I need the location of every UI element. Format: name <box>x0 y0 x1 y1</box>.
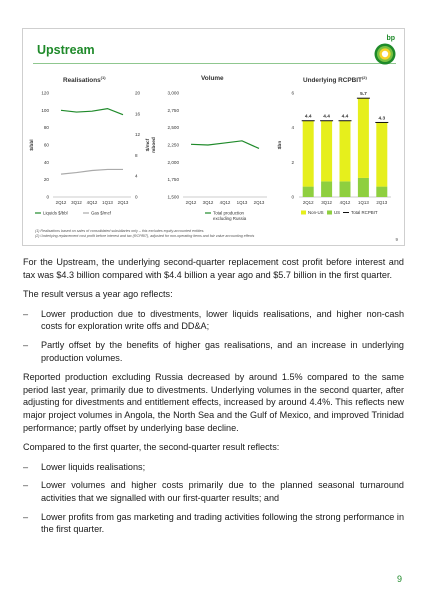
x-tick-label: 2Q12 <box>302 200 314 205</box>
bar-us <box>358 178 369 197</box>
helios-logo-icon <box>374 43 396 65</box>
y-tick-label: 20 <box>43 177 49 183</box>
legend-swatch-us <box>327 211 332 215</box>
legend-label-us: US <box>334 210 341 216</box>
paragraph-yoy-intro: The result versus a year ago reflects: <box>23 289 173 300</box>
y-tick-label: 4 <box>291 125 294 131</box>
bar-non-us <box>303 121 314 187</box>
x-tick-label: 2Q13 <box>376 200 388 205</box>
y-tick-label: 1,500 <box>167 194 179 200</box>
y2-tick-label: 16 <box>135 111 141 117</box>
slide-footnotes <box>35 229 385 239</box>
bp-logo <box>368 35 396 69</box>
volume-chart <box>149 87 273 227</box>
series-line-production <box>191 141 259 149</box>
y-tick-label: 100 <box>41 107 49 113</box>
y-tick-label: 2,000 <box>167 159 179 165</box>
y2-tick-label: 0 <box>135 194 138 200</box>
paragraph-summary: For the Upstream, the underlying second-quarter replacement cost profit before interest and tax was $4.3 billion compared with $4.4 billion a year ago and $5.7 billion in the first quarter. <box>23 257 404 280</box>
x-tick-label: 2Q12 <box>185 200 197 205</box>
legend-label-production-2: excluding Russia <box>213 216 247 221</box>
y2-tick-label: 12 <box>135 132 141 138</box>
bar-us <box>303 187 314 197</box>
y2-axis-label: $/mcf <box>146 138 151 152</box>
y-tick-label: 2 <box>291 159 294 165</box>
legend-label-total: Total RCPBIT <box>351 210 378 216</box>
list-item: – Lower liquids realisations; <box>23 461 404 474</box>
x-tick-label: 4Q12 <box>86 200 98 205</box>
data-label: 5.7 <box>360 92 367 98</box>
y-tick-label: 120 <box>41 90 49 96</box>
x-tick-label: 2Q13 <box>253 200 265 205</box>
slide-panel <box>22 28 405 246</box>
series-line-gas <box>61 169 123 174</box>
footnote-2: (2) Underlying replacement cost profit before interest and tax (RCPBIT), adjusted for non-operating items and fair value accounting effects <box>35 233 255 238</box>
bar-us <box>376 187 387 197</box>
y-tick-label: 0 <box>291 194 294 200</box>
bar-non-us <box>376 122 387 186</box>
x-tick-label: 3Q12 <box>202 200 214 205</box>
data-label: 4.4 <box>341 114 349 120</box>
y2-tick-label: 8 <box>135 152 138 158</box>
legend-swatch-non-us <box>301 211 306 215</box>
realisations-chart-title: Realisations$^{(1)}$ <box>63 75 106 85</box>
legend-label-non-us: Non-US <box>308 210 324 216</box>
slide-page-number: 9 <box>395 237 398 242</box>
bar-us <box>340 181 351 197</box>
x-tick-label: 1Q13 <box>102 200 113 205</box>
legend-label-liquids: Liquids $/bbl <box>43 210 68 216</box>
x-tick-label: 1Q13 <box>236 200 248 205</box>
y-tick-label: 2,500 <box>167 125 179 131</box>
paragraph-qoq-intro: Compared to the first quarter, the second-quarter result reflects: <box>23 442 280 453</box>
x-tick-label: 3Q12 <box>71 200 82 205</box>
y-tick-label: 2,250 <box>167 142 179 148</box>
x-tick-label: 2Q12 <box>55 200 67 205</box>
list-item: – Lower production due to divestments, lower liquids realisations, and higher non-cash costs for exploration write offs and DD&A; <box>23 308 404 333</box>
paragraph-production: Reported production excluding Russia decreased by around 1.5% compared to the same period last year, primarily due to divestments. Underlying volumes in the second quarter, after adjusting for divestments and entitlement effects, increased by around 4.4%. This reflects new major project volumes in Angola, the North Sea and the Gulf of Mexico, and improved Trinidad performance; partly offset by underlying base decline. <box>23 372 404 433</box>
y-tick-label: 60 <box>43 142 49 148</box>
rcpbit-chart <box>275 87 399 227</box>
bar-us <box>321 181 332 197</box>
y-tick-label: 1,750 <box>167 177 179 183</box>
series-line-liquids <box>61 109 123 115</box>
list-item: – Lower volumes and higher costs primarily due to the planned seasonal turnaround activities that we signalled with our first-quarter results; and <box>23 479 404 504</box>
x-tick-label: 4Q12 <box>219 200 231 205</box>
y-tick-label: 3,000 <box>167 90 179 96</box>
title-divider <box>33 63 396 64</box>
y-tick-label: 6 <box>291 90 294 96</box>
x-tick-label: 4Q12 <box>339 200 351 205</box>
y2-tick-label: 20 <box>135 90 141 96</box>
y2-tick-label: 4 <box>135 173 138 179</box>
legend-label-gas: Gas $/mcf <box>91 210 112 216</box>
yoy-list <box>23 308 404 364</box>
x-tick-label: 1Q13 <box>358 200 369 205</box>
data-label: 4.4 <box>323 114 330 120</box>
volume-chart-title: Volume <box>201 75 224 82</box>
y-tick-label: 0 <box>46 194 49 200</box>
y-axis-label: $/bbl <box>30 139 35 151</box>
y-tick-label: 40 <box>43 159 49 165</box>
y-axis-label: $bn <box>278 140 283 150</box>
legend-label-production: Total production <box>213 210 244 216</box>
qoq-list <box>23 461 404 536</box>
y-tick-label: 2,750 <box>167 107 179 113</box>
y-tick-label: 80 <box>43 125 49 131</box>
data-label: 4.4 <box>304 114 312 120</box>
x-tick-label: 3Q12 <box>321 200 332 205</box>
page-number: 9 <box>396 574 402 584</box>
rcpbit-chart-title: Underlying RCPBIT$^{(2)}$ <box>303 75 367 85</box>
list-item: – Partly offset by the benefits of higher gas realisations, and an increase in underlying production volumes. <box>23 339 404 364</box>
commentary-text <box>23 256 404 543</box>
slide-title: Upstream <box>37 43 95 57</box>
bar-non-us <box>321 121 332 182</box>
realisations-chart <box>27 87 149 227</box>
y-axis-label: mboed <box>152 137 157 153</box>
bp-logo-text: bp <box>386 35 395 42</box>
footnote-1: (1) Realisations based on sales of consolidated subsidiaries only – this excludes equity-accounted entities. <box>35 229 205 233</box>
list-item: – Lower profits from gas marketing and trading activities following the strong performance in the first quarter. <box>23 511 404 536</box>
bar-non-us <box>340 121 351 182</box>
x-tick-label: 2Q13 <box>117 200 129 205</box>
bar-non-us <box>358 98 369 178</box>
data-label: 4.3 <box>378 116 386 122</box>
